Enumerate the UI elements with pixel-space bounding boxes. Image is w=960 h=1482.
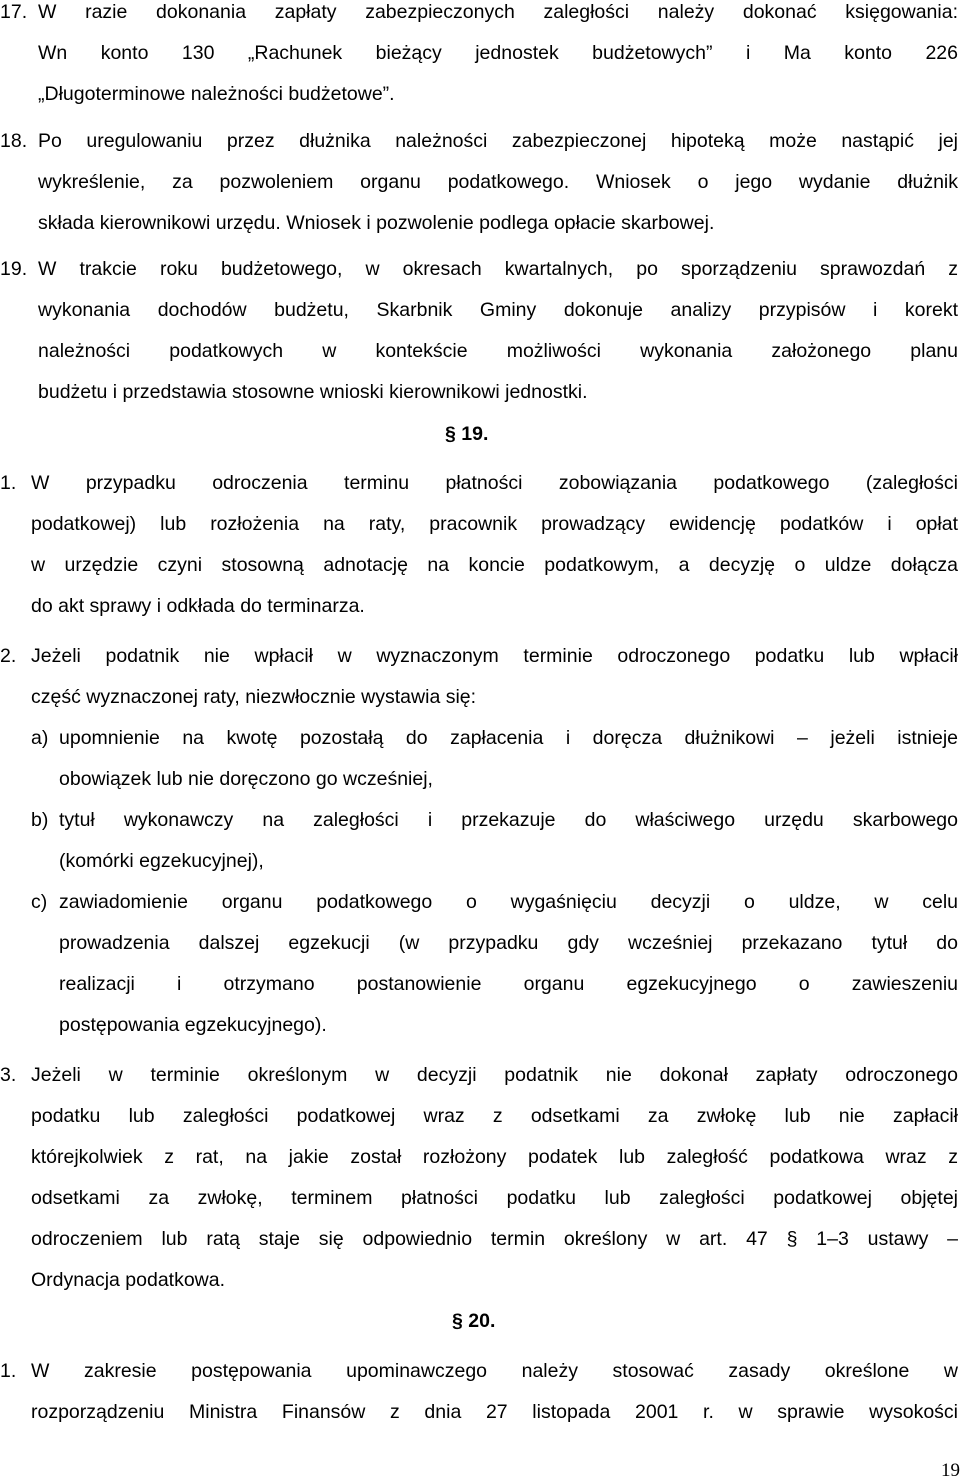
text-line: wykreślenie, za pozwoleniem organu podatkowego. Wniosek o jego wydanie dłużnik bbox=[38, 171, 958, 193]
text-line: postępowania egzekucyjnego). bbox=[59, 1014, 327, 1036]
paragraph-body bbox=[31, 636, 958, 718]
section-heading: § 20. bbox=[452, 1310, 496, 1332]
paragraph-number: 2. bbox=[0, 645, 17, 667]
text-line: tytuł wykonawczy na zaległości i przekazuje do właściwego urzędu skarbowego bbox=[59, 809, 958, 831]
text-line: Ordynacja podatkowa. bbox=[31, 1269, 226, 1291]
sub-item-label: b) bbox=[31, 809, 49, 831]
sub-item-label: c) bbox=[31, 891, 48, 913]
section-heading: § 19. bbox=[445, 423, 489, 445]
text-line: W razie dokonania zapłaty zabezpieczonych zaległości należy dokonać księgowania: bbox=[38, 1, 958, 23]
paragraph-body bbox=[31, 1351, 958, 1433]
text-line: „Długoterminowe należności budżetowe”. bbox=[38, 83, 395, 105]
text-line: składa kierownikowi urzędu. Wniosek i pozwolenie podlega opłacie skarbowej. bbox=[38, 212, 715, 234]
paragraph-number: 3. bbox=[0, 1064, 17, 1086]
text-line: część wyznaczonej raty, niezwłocznie wystawia się: bbox=[31, 686, 477, 708]
text-line: budżetu i przedstawia stosowne wnioski kierownikowi jednostki. bbox=[38, 381, 588, 403]
paragraph-body bbox=[38, 121, 958, 244]
text-line: którejkolwiek z rat, na jakie został rozłożony podatek lub zaległość podatkowa wraz z bbox=[31, 1146, 958, 1168]
sub-item-label: a) bbox=[31, 727, 49, 749]
paragraph-body bbox=[31, 463, 958, 627]
paragraph-body bbox=[38, 249, 958, 413]
page-number: 19 bbox=[941, 1460, 960, 1481]
text-line: należności podatkowych w kontekście możliwości wykonania założonego planu bbox=[38, 340, 958, 362]
paragraph-body bbox=[31, 1055, 958, 1301]
text-line: podatku lub zaległości podatkowej wraz z odsetkami za zwłokę lub nie zapłacił bbox=[31, 1105, 958, 1127]
text-line: Wn konto 130 „Rachunek bieżący jednostek budżetowych” i Ma konto 226 bbox=[38, 42, 958, 64]
text-line: zawiadomienie organu podatkowego o wygaśnięciu decyzji o uldze, w celu bbox=[59, 891, 958, 913]
text-line: odsetkami za zwłokę, terminem płatności podatku lub zaległości podatkowej objętej bbox=[31, 1187, 958, 1209]
paragraph-number: 19. bbox=[0, 258, 28, 280]
sub-item-body bbox=[59, 882, 958, 1046]
text-line: W trakcie roku budżetowego, w okresach kwartalnych, po sporządzeniu sprawozdań z bbox=[38, 258, 958, 280]
paragraph-number: 18. bbox=[0, 130, 28, 152]
text-line: upomnienie na kwotę pozostałą do zapłacenia i doręcza dłużnikowi – jeżeli istnieje bbox=[59, 727, 958, 749]
text-line: do akt sprawy i odkłada do terminarza. bbox=[31, 595, 365, 617]
text-line: (komórki egzekucyjnej), bbox=[59, 850, 264, 872]
text-line: podatkowej) lub rozłożenia na raty, pracownik prowadzący ewidencję podatków i opłat bbox=[31, 513, 958, 535]
text-line: odroczeniem lub ratą staje się odpowiednio termin określony w art. 47 § 1–3 ustawy – bbox=[31, 1228, 958, 1250]
paragraph-number: 17. bbox=[0, 1, 28, 23]
sub-item-body bbox=[59, 800, 958, 882]
text-line: Jeżeli podatnik nie wpłacił w wyznaczonym terminie odroczonego podatku lub wpłacił bbox=[31, 645, 958, 667]
text-line: obowiązek lub nie doręczono go wcześniej, bbox=[59, 768, 433, 790]
text-line: realizacji i otrzymano postanowienie organu egzekucyjnego o zawieszeniu bbox=[59, 973, 958, 995]
text-line: rozporządzeniu Ministra Finansów z dnia 27 listopada 2001 r. w sprawie wysokości bbox=[31, 1401, 958, 1423]
paragraph-body bbox=[38, 0, 958, 115]
paragraph-number: 1. bbox=[0, 1360, 17, 1382]
text-line: Jeżeli w terminie określonym w decyzji podatnik nie dokonał zapłaty odroczonego bbox=[31, 1064, 958, 1086]
text-line: W zakresie postępowania upominawczego należy stosować zasady określone w bbox=[31, 1360, 958, 1382]
text-line: prowadzenia dalszej egzekucji (w przypadku gdy wcześniej przekazano tytuł do bbox=[59, 932, 958, 954]
text-line: w urzędzie czyni stosowną adnotację na koncie podatkowym, a decyzję o uldze dołącza bbox=[31, 554, 958, 576]
text-line: wykonania dochodów budżetu, Skarbnik Gminy dokonuje analizy przypisów i korekt bbox=[38, 299, 958, 321]
paragraph-number: 1. bbox=[0, 472, 17, 494]
sub-item-body bbox=[59, 718, 958, 800]
text-line: Po uregulowaniu przez dłużnika należności zabezpieczonej hipoteką może nastąpić jej bbox=[38, 130, 958, 152]
text-line: W przypadku odroczenia terminu płatności zobowiązania podatkowego (zaległości bbox=[31, 472, 958, 494]
